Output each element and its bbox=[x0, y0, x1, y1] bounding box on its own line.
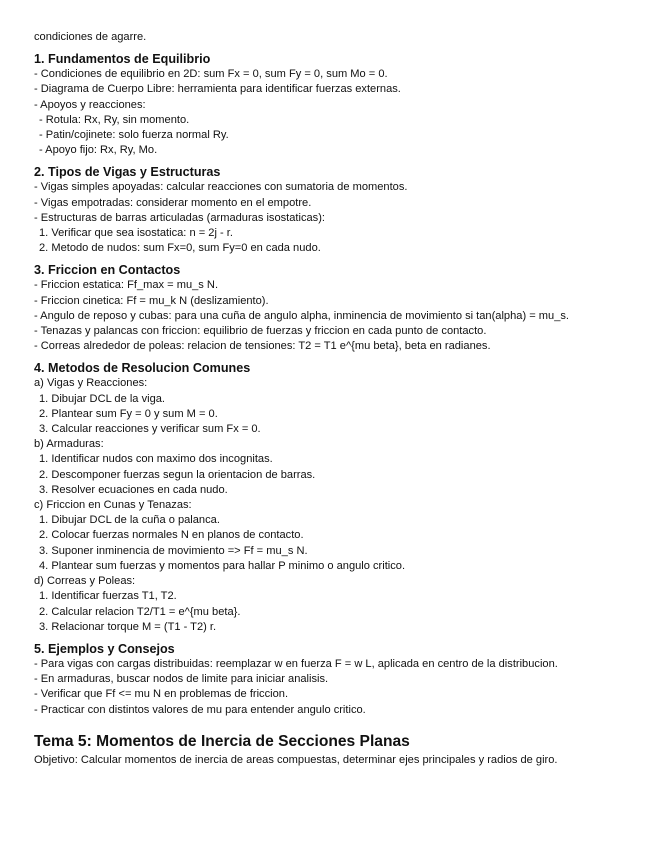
list-item: 2. Calcular relacion T2/T1 = e^{mu beta}. bbox=[39, 605, 241, 618]
list-item: 1. Dibujar DCL de la cuña o palanca. bbox=[39, 514, 220, 527]
list-item: - Diagrama de Cuerpo Libre: herramienta para identificar fuerzas externas. bbox=[34, 83, 401, 96]
list-item: c) Friccion en Cunas y Tenazas: bbox=[34, 499, 192, 512]
list-item: - Para vigas con cargas distribuidas: reemplazar w en fuerza F = w L, aplicada en centro de la distribucion. bbox=[34, 657, 558, 670]
list-item: - En armaduras, buscar nodos de limite para iniciar analisis. bbox=[34, 673, 329, 686]
topic-objective: Objetivo: Calcular momentos de inercia de areas compuestas, determinar ejes principales y radios de giro. bbox=[34, 753, 558, 766]
list-item: 4. Plantear sum fuerzas y momentos para hallar P minimo o angulo critico. bbox=[39, 559, 406, 572]
list-item: 2. Plantear sum Fy = 0 y sum M = 0. bbox=[39, 407, 218, 420]
sections-container bbox=[34, 51, 634, 718]
list-item: 1. Verificar que sea isostatica: n = 2j - r. bbox=[39, 227, 233, 240]
list-item: - Vigas empotradas: considerar momento en el empotre. bbox=[34, 196, 312, 209]
list-item: - Estructuras de barras articuladas (armaduras isostaticas): bbox=[34, 211, 326, 224]
list-item: 2. Metodo de nudos: sum Fx=0, sum Fy=0 en cada nudo. bbox=[39, 242, 321, 255]
section-heading: 1. Fundamentos de Equilibrio bbox=[34, 52, 211, 67]
list-item: - Friccion estatica: Ff_max = mu_s N. bbox=[34, 279, 219, 292]
section-heading: 2. Tipos de Vigas y Estructuras bbox=[34, 165, 221, 180]
section-list bbox=[34, 657, 634, 718]
list-item: - Tenazas y palancas con friccion: equilibrio de fuerzas y friccion en cada punto de contacto. bbox=[34, 325, 487, 338]
list-item: - Friccion cinetica: Ff = mu_k N (deslizamiento). bbox=[34, 294, 269, 307]
list-item: 1. Identificar fuerzas T1, T2. bbox=[39, 590, 177, 603]
list-item: - Patin/cojinete: solo fuerza normal Ry. bbox=[39, 129, 229, 142]
section-heading: 5. Ejemplos y Consejos bbox=[34, 641, 175, 656]
topic-title: Tema 5: Momentos de Inercia de Secciones Planas bbox=[34, 732, 410, 750]
list-item: - Rotula: Rx, Ry, sin momento. bbox=[39, 113, 190, 126]
section-list bbox=[34, 67, 634, 158]
list-item: - Apoyos y reacciones: bbox=[34, 98, 146, 111]
list-item: 3. Relacionar torque M = (T1 - T2) r. bbox=[39, 620, 217, 633]
list-item: b) Armaduras: bbox=[34, 438, 104, 451]
section-heading: 4. Metodos de Resolucion Comunes bbox=[34, 361, 251, 376]
section-heading: 3. Friccion en Contactos bbox=[34, 263, 181, 278]
section-list bbox=[34, 278, 634, 354]
section bbox=[34, 164, 634, 256]
section bbox=[34, 262, 634, 354]
list-item: - Condiciones de equilibrio en 2D: sum Fx = 0, sum Fy = 0, sum Mo = 0. bbox=[34, 68, 388, 81]
list-item: 1. Dibujar DCL de la viga. bbox=[39, 392, 165, 405]
list-item: 3. Suponer inminencia de movimiento => Ff = mu_s N. bbox=[39, 544, 308, 557]
list-item: - Angulo de reposo y cubas: para una cuña de angulo alpha, inminencia de movimiento si tan(alpha) = mu_s. bbox=[34, 309, 569, 322]
list-item: 2. Descomponer fuerzas segun la orientacion de barras. bbox=[39, 468, 316, 481]
section-list bbox=[34, 376, 634, 634]
list-item: - Practicar con distintos valores de mu para entender angulo critico. bbox=[34, 703, 366, 716]
list-item: - Apoyo fijo: Rx, Ry, Mo. bbox=[39, 144, 158, 157]
list-item: - Verificar que Ff <= mu N en problemas de friccion. bbox=[34, 688, 289, 701]
intro-text: condiciones de agarre. bbox=[34, 31, 147, 43]
section bbox=[34, 641, 634, 718]
list-item: 2. Colocar fuerzas normales N en planos de contacto. bbox=[39, 529, 304, 542]
list-item: 1. Identificar nudos con maximo dos incognitas. bbox=[39, 453, 273, 466]
list-item: 3. Resolver ecuaciones en cada nudo. bbox=[39, 483, 228, 496]
section-list bbox=[34, 180, 634, 256]
section bbox=[34, 360, 634, 634]
list-item: a) Vigas y Reacciones: bbox=[34, 377, 148, 390]
list-item: - Vigas simples apoyadas: calcular reacciones con sumatoria de momentos. bbox=[34, 181, 408, 194]
list-item: - Correas alrededor de poleas: relacion de tensiones: T2 = T1 e^{mu beta}, beta en radianes. bbox=[34, 340, 491, 353]
section bbox=[34, 51, 634, 158]
list-item: d) Correas y Poleas: bbox=[34, 575, 136, 588]
document-page bbox=[34, 30, 634, 768]
list-item: 3. Calcular reacciones y verificar sum Fx = 0. bbox=[39, 423, 261, 436]
